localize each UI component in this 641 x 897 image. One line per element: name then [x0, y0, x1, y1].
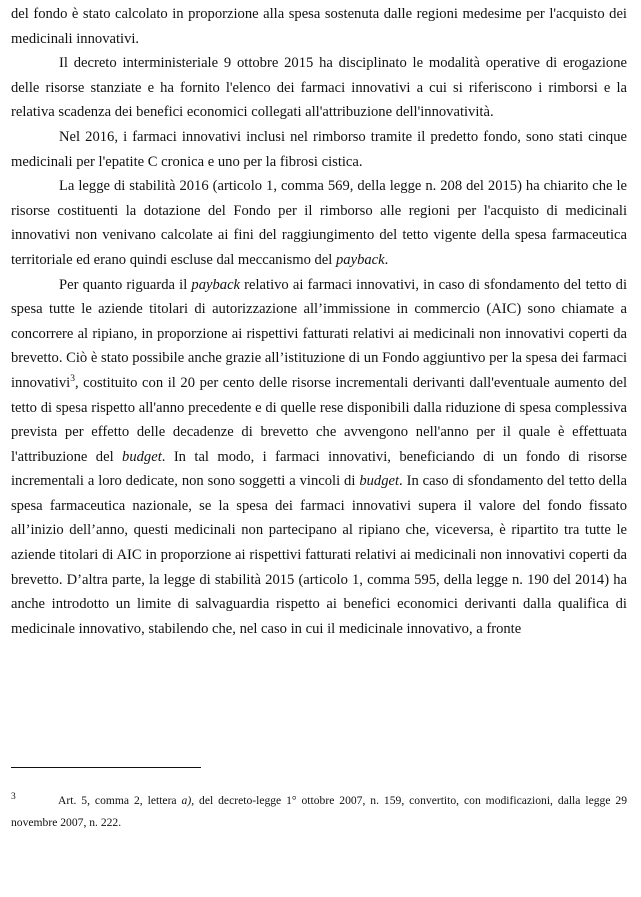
text-segment: del fondo è stato calcolato in proporzione alla spesa sostenuta dalle regioni medesime per l'acquisto dei medicinali innovativi. — [11, 6, 627, 47]
text-segment: La legge di stabilità 2016 (articolo 1, comma 569, della legge n. 208 del 2015) ha chiarito che le risorse costituenti la dotazione del Fondo per il rimborso alle regioni per l'acquisto di medicinali innovativi non venivano calcolate ai fini del raggiungimento del tetto vigente della spesa farmaceutica territoriale ed erano quindi escluse dal meccanismo del — [11, 178, 627, 268]
body-text — [11, 2, 627, 641]
italic-text: a) — [181, 794, 192, 807]
footnote — [11, 790, 627, 834]
text-segment: . — [384, 251, 389, 268]
text-segment: , costituito con il 20 per cento delle risorse incrementali derivanti dall'eventuale aumento del tetto di spesa rispetto all'anno precedente e di quelle rese disponibili dalla riduzione di spesa complessiva prevista per effetto delle decadenze di brevetto che avvengono nell'anno per il quale è effettuata l'attribuzione del — [11, 374, 627, 465]
text-segment: . In tal modo, i farmaci innovativi, beneficiando di un fondo di risorse incrementali a loro dedicate, non sono soggetti a vincoli di — [11, 448, 627, 490]
footnote-text — [11, 794, 627, 829]
footnote-reference: 3 — [70, 374, 75, 385]
paragraph — [11, 125, 627, 174]
footnote-separator — [11, 767, 201, 768]
italic-text: payback — [336, 251, 385, 268]
text-segment: . In caso di sfondamento del tetto della spesa farmaceutica nazionale, se la spesa dei farmaci innovativi supera il valore del fondo fissato all’inizio dell’anno, questi medicinali non partecipano al ripiano che, viceversa, è ripartito tra tutte le aziende titolari di AIC in proporzione ai rispettivi fatturati relativi ai medicinali non innovativi coperti da brevetto. D’altra parte, la legge di stabilità 2015 (articolo 1, comma 595, della legge n. 190 del 2014) ha anche introdotto un limite di salvaguardia rispetto ai benefici economici derivanti dalla qualifica di medicinale innovativo, stabilendo che, nel caso in cui il medicinale innovativo, a fronte — [11, 473, 628, 637]
text-segment: Art. 5, comma 2, lettera — [58, 794, 182, 807]
text-segment: relativo ai farmaci innovativi, in caso di sfondamento del tetto di spesa tutte le aziende titolari di autorizzazione all’immissione in commercio (AIC) sono chiamate a concorrere al ripiano, in proporzione ai rispettivi fatturati relativi ai medicinali non innovativi coperti da brevetto. Ciò è stato possibile anche grazie all’istituzione di un Fondo aggiuntivo per la spesa dei farmaci innovativi — [11, 276, 628, 391]
text-segment: Nel 2016, i farmaci innovativi inclusi nel rimborso tramite il predetto fondo, sono stati cinque medicinali per l'epatite C cronica e uno per la fibrosi cistica. — [11, 128, 627, 170]
paragraph — [11, 2, 627, 51]
italic-text: payback — [191, 276, 241, 293]
text-segment: Per quanto riguarda il — [59, 276, 192, 293]
italic-text: budget — [359, 473, 400, 490]
footnote-number: 3 — [11, 792, 16, 802]
paragraph — [11, 51, 627, 125]
text-segment: , del decreto-legge 1° ottobre 2007, n. 159, convertito, con modificazioni, dalla legge 29 novembre 2007, n. 222. — [11, 794, 627, 829]
paragraph — [11, 273, 627, 642]
text-segment: Il decreto interministeriale 9 ottobre 2015 ha disciplinato le modalità operative di erogazione delle risorse stanziate e ha fornito l'elenco dei farmaci innovativi a cui si riferiscono i rimborsi e la relativa scadenza dei benefici economici collegati all'attribuzione dell'innovatività. — [11, 55, 627, 121]
paragraph — [11, 174, 627, 272]
italic-text: budget — [122, 448, 162, 465]
